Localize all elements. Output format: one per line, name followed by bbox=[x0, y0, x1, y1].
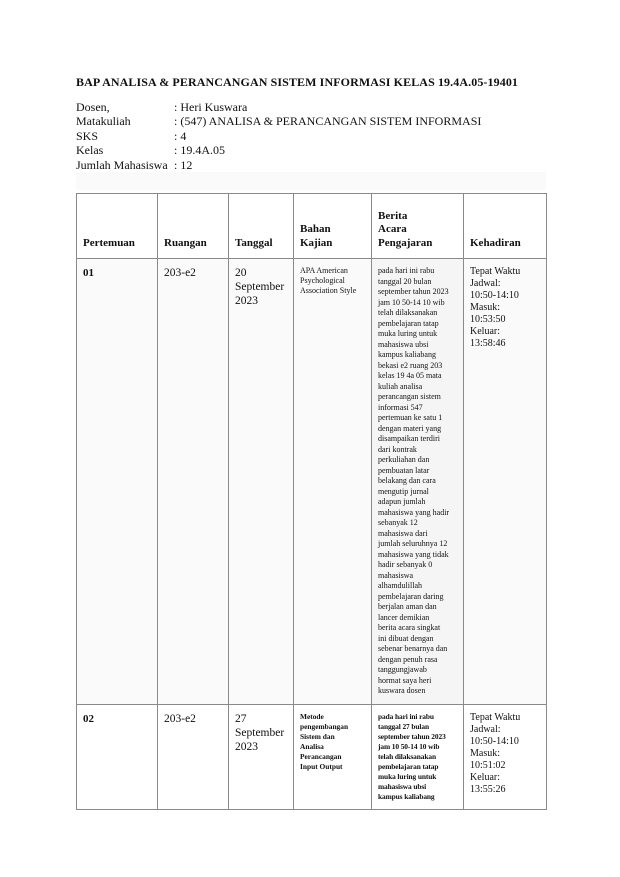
cell-line: september tahun 2023 bbox=[378, 731, 446, 741]
cell-line: kampus kaliabang bbox=[378, 350, 436, 359]
cell-line: Tepat Waktu bbox=[470, 711, 521, 723]
cell-line: pembelajaran tatap bbox=[378, 318, 439, 328]
cell-line: informasi 547 bbox=[378, 402, 423, 412]
cell-line: perancangan sistem bbox=[378, 392, 441, 401]
table-row bbox=[77, 704, 547, 809]
cell-line: belakang dan cara bbox=[378, 476, 436, 485]
cell-line: pada hari ini rabu bbox=[378, 711, 434, 721]
cell-line: perkuliahan dan bbox=[378, 455, 430, 464]
cell-line: Masuk: bbox=[470, 302, 500, 313]
cell-line: mahasiswa ubsi bbox=[378, 781, 427, 791]
cell-pertemuan: 02 bbox=[77, 704, 158, 809]
cell-line: mahasiswa dari bbox=[378, 528, 428, 538]
info-label: Matakuliah bbox=[76, 114, 131, 129]
page-title: BAP ANALISA & PERANCANGAN SISTEM INFORMASI KELAS 19.4A.05-19401 bbox=[76, 75, 519, 89]
cell-line: September bbox=[235, 726, 285, 739]
cell-line: september tahun 2023 bbox=[378, 287, 449, 296]
cell-line: dengan materi yang bbox=[378, 423, 442, 433]
cell-bahan-kajian bbox=[294, 704, 372, 809]
info-row-matakuliah bbox=[76, 114, 556, 128]
header-text: Kajian bbox=[300, 236, 333, 249]
info-value: : 12 bbox=[174, 157, 193, 172]
cell-line: tanggal 20 bulan bbox=[378, 276, 432, 286]
table-header-row bbox=[77, 194, 547, 259]
cell-line: alhamdulillah bbox=[378, 581, 422, 590]
header-pertemuan: Pertemuan bbox=[77, 194, 158, 259]
info-row-sks bbox=[76, 129, 556, 143]
cell-line: 13:58:46 bbox=[470, 338, 506, 349]
cell-line: APA American bbox=[300, 266, 348, 275]
cell-line: Jadwal: bbox=[470, 723, 501, 735]
cell-line: Sistem dan bbox=[300, 731, 335, 741]
cell-line: tanggal 27 bulan bbox=[378, 721, 429, 731]
cell-line: Masuk: bbox=[470, 747, 500, 759]
info-value: : 4 bbox=[174, 128, 187, 143]
header-ruangan: Ruangan bbox=[158, 194, 229, 259]
cell-line: pertemuan ke satu 1 bbox=[378, 413, 443, 422]
cell-line: mahasiswa yang hadir bbox=[378, 507, 450, 517]
info-label: SKS bbox=[76, 128, 99, 143]
cell-line: Perancangan bbox=[300, 751, 342, 761]
header-text: Pengajaran bbox=[378, 236, 433, 249]
cell-line: ini dibuat dengan bbox=[378, 633, 434, 643]
info-value: : Heri Kuswara bbox=[174, 100, 248, 114]
cell-line: mahasiswa ubsi bbox=[378, 339, 429, 349]
cell-line: Association Style bbox=[300, 286, 357, 296]
cell-line: Input Output bbox=[300, 761, 343, 771]
cell-line: 10:53:50 bbox=[470, 314, 506, 325]
info-label: Dosen, bbox=[76, 100, 110, 114]
header-berita-acara bbox=[372, 194, 464, 259]
bap-table bbox=[76, 193, 547, 810]
cell-line: muka luring untuk bbox=[378, 329, 438, 338]
info-row-dosen bbox=[76, 100, 556, 114]
header-text: Acara bbox=[378, 223, 407, 235]
cell-line: pada hari ini rabu bbox=[378, 266, 435, 275]
cell-line: Analisa bbox=[300, 741, 324, 751]
header-text: Berita bbox=[378, 209, 408, 222]
cell-bahan-kajian bbox=[294, 259, 372, 705]
cell-tanggal bbox=[229, 704, 294, 809]
cell-line: kuliah analisa bbox=[378, 381, 423, 391]
header-tanggal: Tanggal bbox=[229, 194, 294, 259]
header-bahan-kajian bbox=[294, 194, 372, 259]
cell-kehadiran bbox=[464, 259, 547, 705]
course-info bbox=[76, 100, 556, 172]
cell-berita-acara bbox=[372, 704, 464, 809]
table-row bbox=[77, 259, 547, 705]
cell-tanggal bbox=[229, 259, 294, 705]
cell-line: dari kontrak bbox=[378, 444, 417, 454]
cell-line: kampus kaliabang bbox=[378, 791, 435, 801]
info-label: Jumlah Mahasiswa bbox=[76, 157, 168, 172]
cell-line: 2023 bbox=[235, 295, 258, 307]
cell-line: mahasiswa yang tidak bbox=[378, 549, 449, 559]
cell-line: jam 10 50-14 10 wib bbox=[378, 741, 440, 751]
cell-line: pembelajaran tatap bbox=[378, 761, 439, 771]
cell-line: hadir sebanyak 0 bbox=[378, 560, 433, 569]
cell-line: telah dilaksanakan bbox=[378, 308, 438, 317]
cell-kehadiran bbox=[464, 704, 547, 809]
cell-line: lancer demikian bbox=[378, 612, 430, 622]
cell-line: kuswara dosen bbox=[378, 686, 426, 695]
cell-line: Metode bbox=[300, 711, 324, 721]
cell-line: disampaikan terdiri bbox=[378, 434, 440, 443]
cell-line: kelas 19 4a 05 mata bbox=[378, 371, 442, 380]
cell-line: berjalan aman dan bbox=[378, 602, 437, 611]
info-value: : 19.4A.05 bbox=[174, 143, 225, 158]
cell-line: Keluar: bbox=[470, 771, 500, 783]
cell-line: September bbox=[235, 281, 285, 293]
cell-line: mahasiswa bbox=[378, 570, 414, 580]
cell-line: hormat saya heri bbox=[378, 675, 432, 685]
cell-line: Tepat Waktu bbox=[470, 266, 521, 277]
cell-line: 10:50-14:10 bbox=[470, 735, 519, 747]
header-shade bbox=[76, 172, 546, 190]
info-row-kelas bbox=[76, 143, 556, 157]
cell-line: pengembangan bbox=[300, 721, 349, 731]
header-text: Bahan bbox=[300, 223, 331, 235]
cell-line: 20 bbox=[235, 267, 247, 279]
cell-berita-acara bbox=[372, 259, 464, 705]
cell-line: Keluar: bbox=[470, 326, 500, 337]
cell-line: jumlah seluruhnya 12 bbox=[378, 539, 448, 548]
info-label: Kelas bbox=[76, 143, 104, 158]
cell-line: Psychological bbox=[300, 276, 345, 286]
cell-ruangan: 203-e2 bbox=[158, 259, 229, 705]
cell-line: pembelajaran daring bbox=[378, 591, 444, 601]
cell-line: berita acara singkat bbox=[378, 623, 441, 632]
cell-line: dengan penuh rasa bbox=[378, 654, 438, 664]
cell-line: pembuatan latar bbox=[378, 465, 430, 475]
cell-ruangan: 203-e2 bbox=[158, 704, 229, 809]
cell-line: 2023 bbox=[235, 740, 258, 753]
cell-line: telah dilaksanakan bbox=[378, 751, 436, 761]
cell-line: jam 10 50-14 10 wib bbox=[378, 297, 445, 307]
header-kehadiran: Kehadiran bbox=[464, 194, 547, 259]
cell-line: 13:55:26 bbox=[470, 783, 506, 795]
cell-pertemuan: 01 bbox=[77, 259, 158, 705]
cell-line: bekasi e2 ruang 203 bbox=[378, 360, 443, 370]
cell-line: adapun jumlah bbox=[378, 497, 426, 506]
cell-line: tanggungjawab bbox=[378, 665, 427, 674]
info-value: : (547) ANALISA & PERANCANGAN SISTEM INFORMASI bbox=[174, 114, 482, 129]
cell-line: muka luring untuk bbox=[378, 771, 437, 781]
cell-line: 10:50-14:10 bbox=[470, 290, 519, 301]
cell-line: sebenar benarnya dan bbox=[378, 644, 448, 653]
cell-line: 10:51:02 bbox=[470, 759, 506, 771]
cell-line: 27 bbox=[235, 712, 247, 725]
cell-line: Jadwal: bbox=[470, 278, 501, 289]
info-row-jumlah-mahasiswa bbox=[76, 158, 556, 172]
cell-line: mengutip jurnal bbox=[378, 486, 429, 496]
cell-line: sebanyak 12 bbox=[378, 518, 418, 527]
